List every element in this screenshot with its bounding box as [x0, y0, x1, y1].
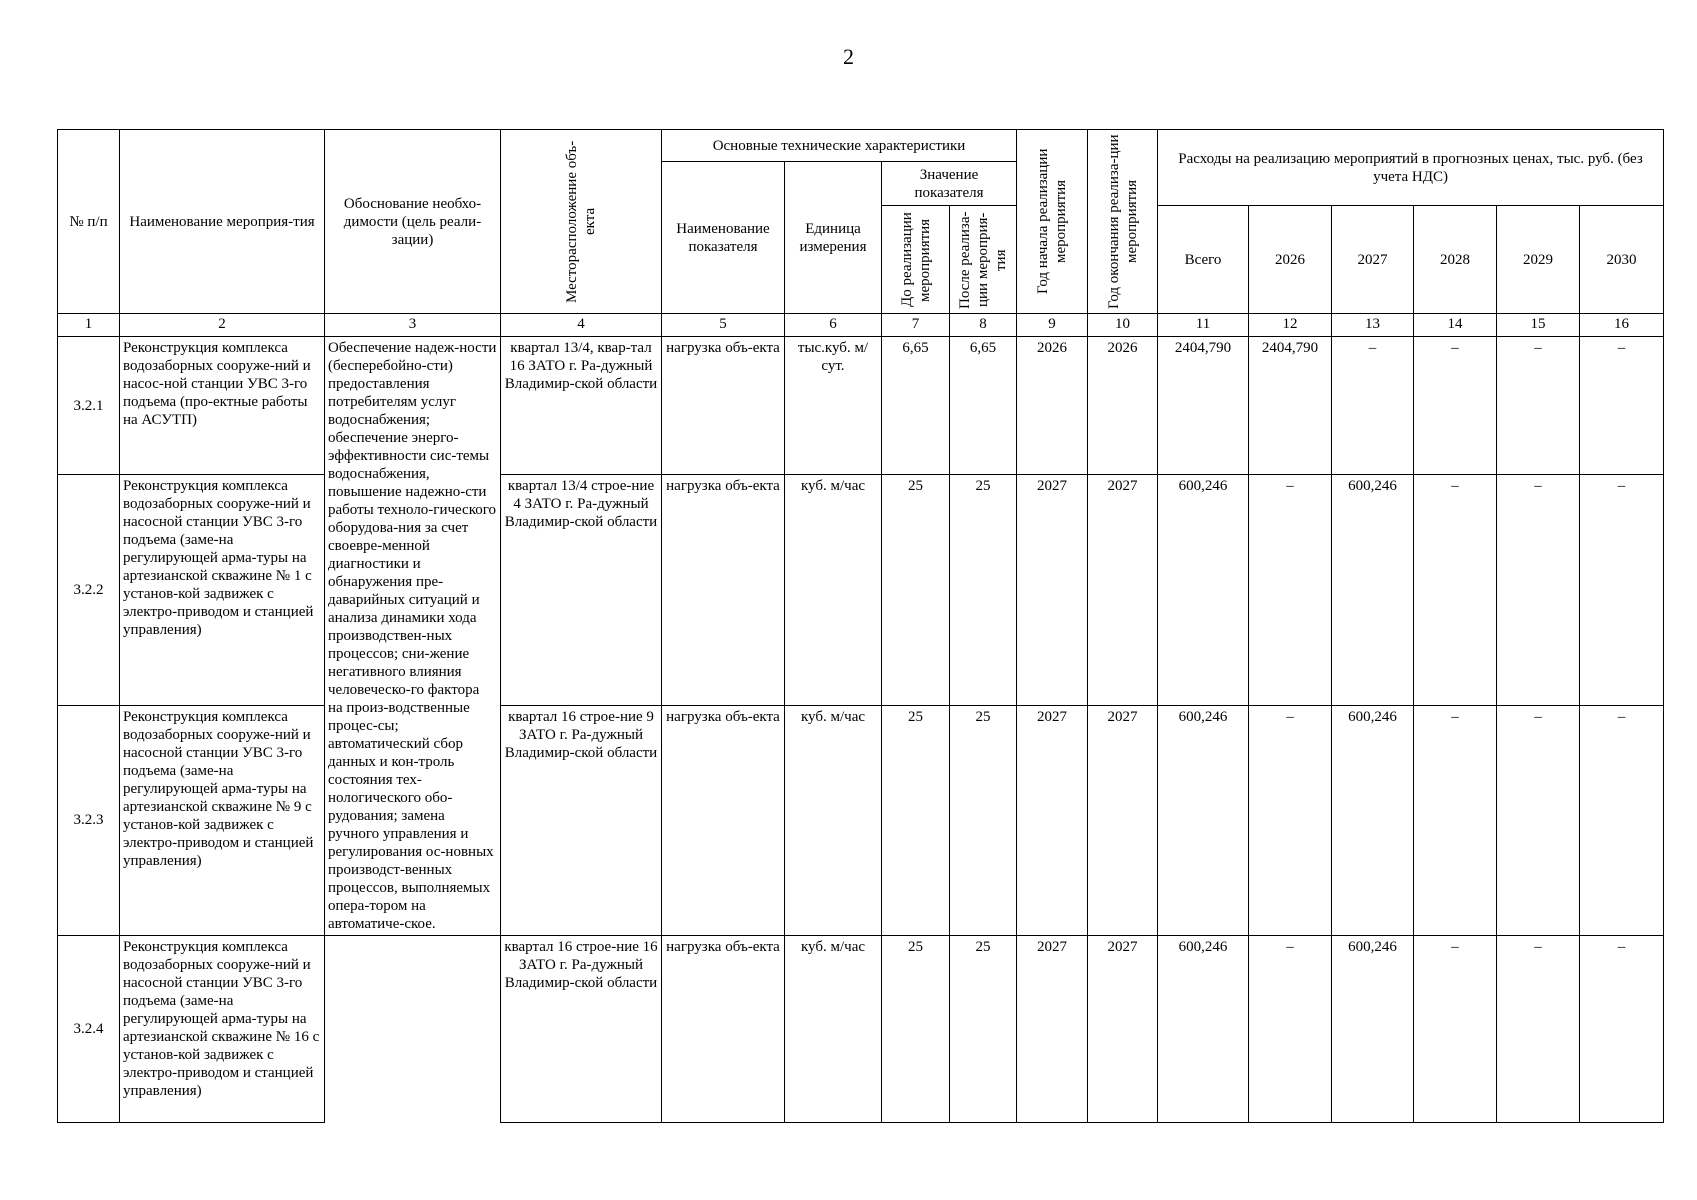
column-number-row [58, 314, 1664, 337]
row-2026: 2404,790 [1249, 337, 1332, 475]
row-unit: куб. м/час [785, 936, 882, 1123]
column-number: 14 [1414, 314, 1497, 337]
row-2029: – [1497, 936, 1580, 1123]
row-2028: – [1414, 475, 1497, 705]
investment-plan-table [57, 129, 1664, 1123]
row-year-end: 2027 [1088, 475, 1158, 705]
row-2029: – [1497, 705, 1580, 936]
row-2028: – [1414, 705, 1497, 936]
column-number: 2 [120, 314, 325, 337]
header-justification: Обоснование необхо-димости (цель реали-зации) [325, 130, 501, 314]
row-location: квартал 16 строе-ние 16 ЗАТО г. Ра-дужный Владимир-ской области [501, 936, 662, 1123]
header-year-end [1088, 130, 1158, 314]
row-2029: – [1497, 337, 1580, 475]
row-2027: 600,246 [1332, 475, 1414, 705]
row-location: квартал 16 строе-ние 9 ЗАТО г. Ра-дужный Владимир-ской области [501, 705, 662, 936]
column-number: 13 [1332, 314, 1414, 337]
row-2030: – [1580, 337, 1664, 475]
row-num: 3.2.3 [58, 705, 120, 936]
column-number: 6 [785, 314, 882, 337]
row-before: 25 [882, 705, 950, 936]
row-2027: – [1332, 337, 1414, 475]
row-name: Реконструкция комплекса водозаборных сооруже-ний и насосной станции УВС 3-го подъема (заме-на регулирующей арма-туры на артезианской скважине № 1 с установ-кой задвижек с электро-приводом и станцией управления) [120, 475, 325, 705]
row-unit: куб. м/час [785, 475, 882, 705]
column-number: 11 [1158, 314, 1249, 337]
header-name: Наименование мероприя-тия [120, 130, 325, 314]
row-2028: – [1414, 936, 1497, 1123]
row-2030: – [1580, 936, 1664, 1123]
row-2026: – [1249, 475, 1332, 705]
header-unit: Единица измерения [785, 162, 882, 314]
row-before: 25 [882, 475, 950, 705]
header-year-end-label: Год окончания реализа-ции мероприятия [1105, 134, 1140, 309]
row-before: 25 [882, 936, 950, 1123]
header-location [501, 130, 662, 314]
column-number: 5 [662, 314, 785, 337]
header-after [950, 206, 1017, 314]
row-unit: тыс.куб. м/сут. [785, 337, 882, 475]
page-number: 2 [843, 44, 854, 69]
row-after: 25 [950, 475, 1017, 705]
header-costs-group: Расходы на реализацию мероприятий в прогнозных ценах, тыс. руб. (без учета НДС) [1158, 130, 1664, 206]
row-2027: 600,246 [1332, 705, 1414, 936]
column-number: 8 [950, 314, 1017, 337]
header-value-group: Значение показателя [882, 162, 1017, 206]
row-location: квартал 13/4 строе-ние 4 ЗАТО г. Ра-дужный Владимир-ской области [501, 475, 662, 705]
row-2026: – [1249, 936, 1332, 1123]
row-2029: – [1497, 475, 1580, 705]
header-total: Всего [1158, 206, 1249, 314]
row-num: 3.2.4 [58, 936, 120, 1123]
row-num: 3.2.2 [58, 475, 120, 705]
header-year-start-label: Год начала реализации мероприятия [1035, 148, 1070, 295]
row-2026: – [1249, 705, 1332, 936]
column-number: 9 [1017, 314, 1088, 337]
header-2029: 2029 [1497, 206, 1580, 314]
header-location-label: Месторасположение объ-екта [564, 140, 598, 303]
row-2030: – [1580, 705, 1664, 936]
header-before-label: До реализации мероприятия [898, 212, 933, 307]
row-total: 600,246 [1158, 475, 1249, 705]
row-after: 25 [950, 936, 1017, 1123]
row-2027: 600,246 [1332, 936, 1414, 1123]
header-2030: 2030 [1580, 206, 1664, 314]
row-indicator: нагрузка объ-екта [662, 936, 785, 1123]
row-num: 3.2.1 [58, 337, 120, 475]
column-number: 7 [882, 314, 950, 337]
row-year-end: 2027 [1088, 936, 1158, 1123]
row-before: 6,65 [882, 337, 950, 475]
row-year-start: 2027 [1017, 475, 1088, 705]
header-2027: 2027 [1332, 206, 1414, 314]
header-2028: 2028 [1414, 206, 1497, 314]
row-total: 2404,790 [1158, 337, 1249, 475]
row-year-end: 2027 [1088, 705, 1158, 936]
header-after-label: После реализа-ции мероприя-тия [957, 210, 1010, 309]
row-year-start: 2027 [1017, 936, 1088, 1123]
table-row [58, 936, 1664, 1123]
column-number: 16 [1580, 314, 1664, 337]
row-total: 600,246 [1158, 705, 1249, 936]
column-number: 4 [501, 314, 662, 337]
column-number: 1 [58, 314, 120, 337]
table-row [58, 475, 1664, 705]
column-number: 15 [1497, 314, 1580, 337]
column-number: 10 [1088, 314, 1158, 337]
row-name: Реконструкция комплекса водозаборных сооруже-ний и насосной станции УВС 3-го подъема (заме-на регулирующей арма-туры на артезианской скважине № 16 с установ-кой задвижек с электро-приводом и станцией управления) [120, 936, 325, 1123]
row-indicator: нагрузка объ-екта [662, 337, 785, 475]
justification-continuation [325, 936, 501, 1123]
header-indicator-name: Наименование показателя [662, 162, 785, 314]
header-tech-group: Основные технические характеристики [662, 130, 1017, 162]
row-2028: – [1414, 337, 1497, 475]
row-name: Реконструкция комплекса водозаборных сооруже-ний и насосной станции УВС 3-го подъема (заме-на регулирующей арма-туры на артезианской скважине № 9 с установ-кой задвижек с электро-приводом и станцией управления) [120, 705, 325, 936]
row-location: квартал 13/4, квар-тал 16 ЗАТО г. Ра-дужный Владимир-ской области [501, 337, 662, 475]
row-after: 25 [950, 705, 1017, 936]
row-indicator: нагрузка объ-екта [662, 475, 785, 705]
header-2026: 2026 [1249, 206, 1332, 314]
header-before [882, 206, 950, 314]
row-indicator: нагрузка объ-екта [662, 705, 785, 936]
row-year-start: 2026 [1017, 337, 1088, 475]
row-2030: – [1580, 475, 1664, 705]
row-name: Реконструкция комплекса водозаборных сооруже-ний и насос-ной станции УВС 3-го подъема (про-ектные работы на АСУТП) [120, 337, 325, 475]
column-number: 3 [325, 314, 501, 337]
row-after: 6,65 [950, 337, 1017, 475]
row-unit: куб. м/час [785, 705, 882, 936]
row-total: 600,246 [1158, 936, 1249, 1123]
header-year-start [1017, 130, 1088, 314]
row-justification: Обеспечение надеж-ности (бесперебойно-сти) предоставления потребителям услуг водоснабжения; обеспечение энерго-эффективности сис-темы водоснабжения, повышение надежно-сти работы техноло-гического оборудова-ния за счет своевре-менной диагностики и обнаружения пре-даварийных ситуаций и анализа динамики хода производствен-ных процессов; сни-жение негативного влияния человеческо-го фактора на произ-водственные процес-сы; автоматический сбор данных и кон-троль состояния тех-нологического обо-рудования; замена ручного управления и регулирования ос-новных производст-венных процессов, выполняемых опера-тором на автоматиче-ское. [325, 337, 501, 936]
row-year-start: 2027 [1017, 705, 1088, 936]
table-row [58, 705, 1664, 936]
header-num: № п/п [58, 130, 120, 314]
column-number: 12 [1249, 314, 1332, 337]
row-year-end: 2026 [1088, 337, 1158, 475]
table-row [58, 337, 1664, 475]
